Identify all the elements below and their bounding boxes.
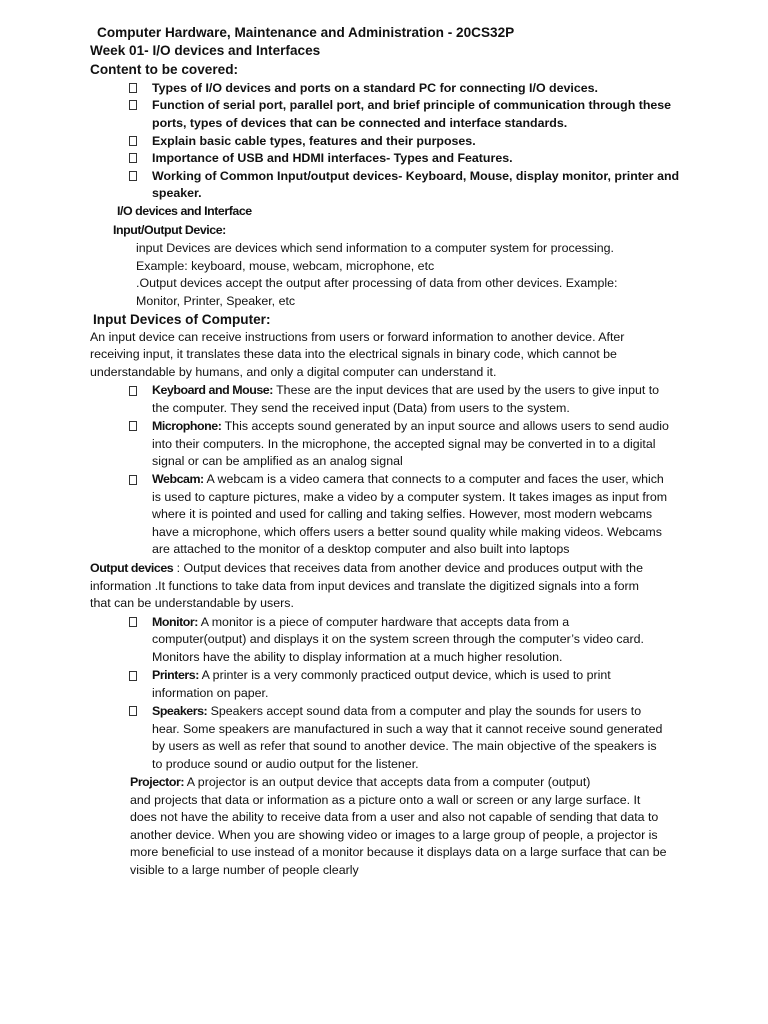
input-heading: Input Devices of Computer: [93,312,271,327]
keyboard-text: the computer. They send the received input (Data) from users to the system. [152,401,570,415]
content-item: Working of Common Input/output devices- Keyboard, Mouse, display monitor, printer and [152,169,680,183]
projector-text: another device. When you are showing video or images to a large group of people, a projector is [130,828,658,842]
content-item: Types of I/O devices and ports on a standard PC for connecting I/O devices. [152,81,598,95]
io-text: .Output devices accept the output after processing of data from other devices. Example: [136,276,618,290]
io-heading: I/O devices and Interface [117,204,252,218]
projector-text: visible to a large number of people clearly [130,863,359,877]
printers-text: A printer is a very commonly practiced output device, which is used to print [198,668,611,682]
bullet-icon [129,706,137,716]
speakers-line [152,703,641,721]
bullet-icon [129,136,137,146]
keyboard-label: Keyboard and Mouse: [152,383,273,397]
document-title: Computer Hardware, Maintenance and Administration - 20CS32P [97,25,515,40]
monitor-line [152,614,569,632]
projector-text: A projector is an output device that accepts data from a computer (output) [184,775,591,789]
bullet-icon [129,671,137,681]
keyboard-line [152,382,659,400]
webcam-text: where it is pointed and used for calling and taking selfies. However, most modern webcams [152,507,653,521]
webcam-text: A webcam is a video camera that connects to a computer and faces the user, which [203,472,664,486]
input-intro: receiving input, it translates these data into the electrical signals in binary code, which cannot be [90,347,617,361]
output-text: : Output devices that receives data from another device and produces output with the [173,561,643,575]
monitor-text: Monitors have the ability to display information at a much higher resolution. [152,650,563,664]
webcam-line [152,471,664,489]
output-text: information .It functions to take data from input devices and translate the digitized signals into a form [90,579,639,593]
bullet-icon [129,421,137,431]
io-subheading: Input/Output Device: [113,223,226,237]
output-text: that can be understandable by users. [90,596,294,610]
projector-label: Projector: [130,775,185,789]
bullet-icon [129,153,137,163]
io-text: Example: keyboard, mouse, webcam, microphone, etc [136,259,435,273]
webcam-text: is used to capture pictures, make a video by a computer system. It takes images as input from [152,490,668,504]
projector-text: and projects that data or information as a picture onto a wall or screen or any large surface. It [130,793,641,807]
speakers-text: hear. Some speakers are manufactured in such a way that it cannot receive sound generated [152,722,663,736]
content-item-cont: speaker. [152,186,202,200]
webcam-text: have a microphone, which offers users a better sound quality while making videos. Webcams [152,525,662,539]
input-intro: understandable by humans, and only a digital computer can understand it. [90,365,497,379]
content-item-cont: ports, types of devices that can be connected and interface standards. [152,116,568,130]
printers-label: Printers: [152,668,199,682]
io-text: input Devices are devices which send information to a computer system for processing. [136,241,614,255]
webcam-label: Webcam: [152,472,204,486]
output-label: Output devices [90,561,174,575]
monitor-text: A monitor is a piece of computer hardware that accepts data from a [197,615,570,629]
bullet-icon [129,100,137,110]
speakers-label: Speakers: [152,704,208,718]
microphone-text: This accepts sound generated by an input source and allows users to send audio [221,419,669,433]
content-heading: Content to be covered: [90,62,239,77]
printers-line [152,667,611,685]
bullet-icon [129,475,137,485]
monitor-label: Monitor: [152,615,198,629]
microphone-label: Microphone: [152,419,222,433]
output-line [90,560,643,578]
projector-text: more beneficial to use instead of a monitor because it displays data on a large surface that can be [130,845,667,859]
content-item: Function of serial port, parallel port, and brief principle of communication through these [152,98,672,112]
week-heading: Week 01- I/O devices and Interfaces [90,43,321,58]
microphone-text: signal or can be amplified as an analog signal [152,454,403,468]
speakers-text: by users as well as refer that sound to another device. The main objective of the speakers is [152,739,657,753]
io-text: Monitor, Printer, Speaker, etc [136,294,296,308]
monitor-text: computer(output) and displays it on the system screen through the computer’s video card. [152,632,644,646]
input-intro: An input device can receive instructions from users or forward information to another device. After [90,330,625,344]
printers-text: information on paper. [152,686,269,700]
projector-text: does not have the ability to receive data from a user and also not capable of sending that data to [130,810,659,824]
content-item: Explain basic cable types, features and their purposes. [152,134,476,148]
bullet-icon [129,83,137,93]
speakers-text: Speakers accept sound data from a computer and play the sounds for users to [207,704,642,718]
microphone-text: into their computers. In the microphone, the accepted signal may be converted in to a digital [152,437,656,451]
bullet-icon [129,617,137,627]
bullet-icon [129,386,137,396]
projector-line [130,774,590,792]
webcam-text: are attached to the monitor of a desktop computer and also built into laptops [152,542,570,556]
content-item: Importance of USB and HDMI interfaces- Types and Features. [152,151,513,165]
keyboard-text: These are the input devices that are used by the users to give input to [272,383,660,397]
microphone-line [152,418,669,436]
speakers-text: to produce sound or audio output for the listener. [152,757,419,771]
bullet-icon [129,171,137,181]
